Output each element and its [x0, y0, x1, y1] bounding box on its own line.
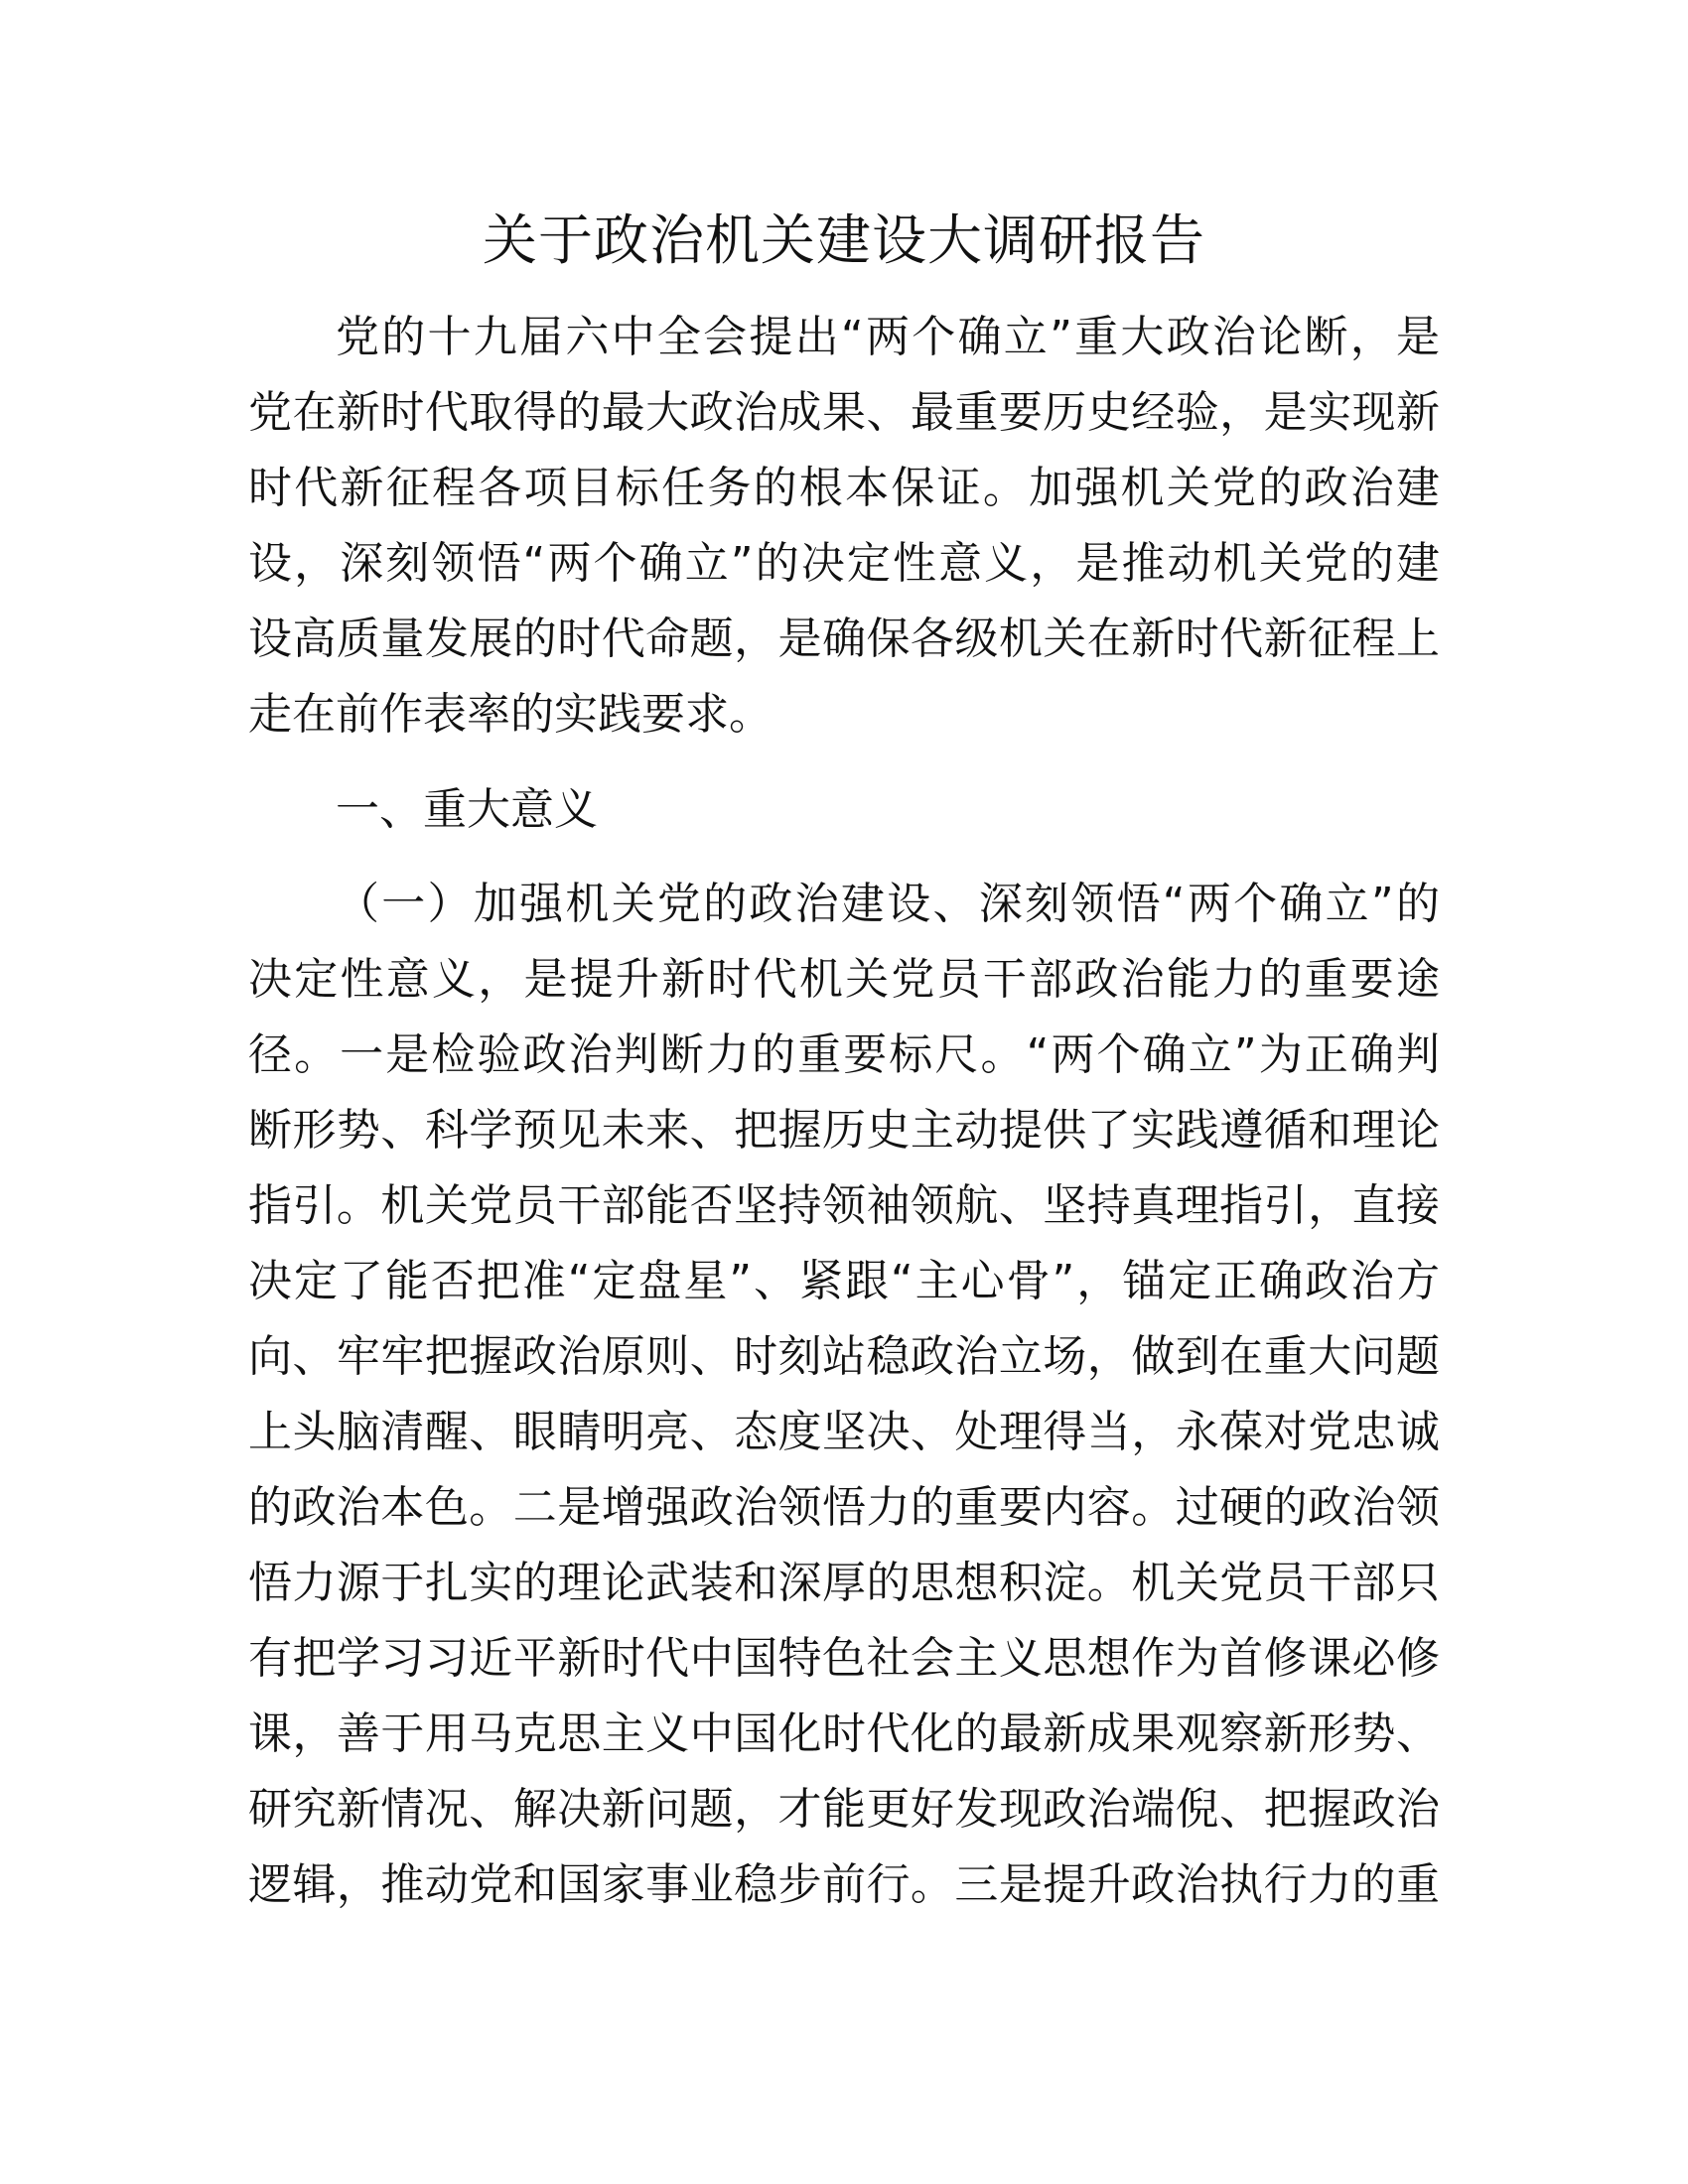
paragraph-line: 时代新征程各项目标任务的根本保证。加强机关党的政治建 — [248, 463, 1440, 513]
paragraph-line: 径。一是检验政治判断力的重要标尺。“两个确立”为正确判 — [248, 1029, 1440, 1080]
paragraph-line: 向、牢牢把握政治原则、时刻站稳政治立场，做到在重大问题 — [248, 1331, 1440, 1382]
paragraph-line: 课，善于用马克思主义中国化时代化的最新成果观察新形势、 — [248, 1708, 1440, 1759]
paragraph-line: 上头脑清醒、眼睛明亮、态度坚决、处理得当，永葆对党忠诚 — [248, 1407, 1440, 1457]
paragraph-line: 指引。机关党员干部能否坚持领袖领航、坚持真理指引，直接 — [248, 1180, 1440, 1231]
paragraph-line: 走在前作表率的实践要求。 — [248, 689, 773, 740]
paragraph-line: 的政治本色。二是增强政治领悟力的重要内容。过硬的政治领 — [248, 1482, 1440, 1533]
paragraph-line: 决定性意义，是提升新时代机关党员干部政治能力的重要途 — [248, 954, 1440, 1005]
paragraph-line: （一）加强机关党的政治建设、深刻领悟“两个确立”的 — [336, 879, 1440, 929]
paragraph-line: 设高质量发展的时代命题，是确保各级机关在新时代新征程上 — [248, 614, 1440, 664]
paragraph-line: 党的十九届六中全会提出“两个确立”重大政治论断，是 — [336, 312, 1440, 362]
paragraph-line: 有把学习习近平新时代中国特色社会主义思想作为首修课必修 — [248, 1633, 1440, 1684]
paragraph-line: 决定了能否把准“定盘星”、紧跟“主心骨”，锚定正确政治方 — [248, 1256, 1440, 1306]
paragraph-line: 研究新情况、解决新问题，才能更好发现政治端倪、把握政治 — [248, 1784, 1440, 1835]
paragraph-line: 悟力源于扎实的理论武装和深厚的思想积淀。机关党员干部只 — [248, 1558, 1440, 1608]
paragraph-line: 断形势、科学预见未来、把握历史主动提供了实践遵循和理论 — [248, 1105, 1440, 1156]
paragraph-line: 设，深刻领悟“两个确立”的决定性意义，是推动机关党的建 — [248, 538, 1440, 589]
paragraph-line: 党在新时代取得的最大政治成果、最重要历史经验，是实现新 — [248, 387, 1440, 438]
document-title: 关于政治机关建设大调研报告 — [482, 208, 1205, 272]
paragraph-line: 逻辑，推动党和国家事业稳步前行。三是提升政治执行力的重 — [248, 1859, 1440, 1910]
section-heading: 一、重大意义 — [336, 784, 598, 835]
